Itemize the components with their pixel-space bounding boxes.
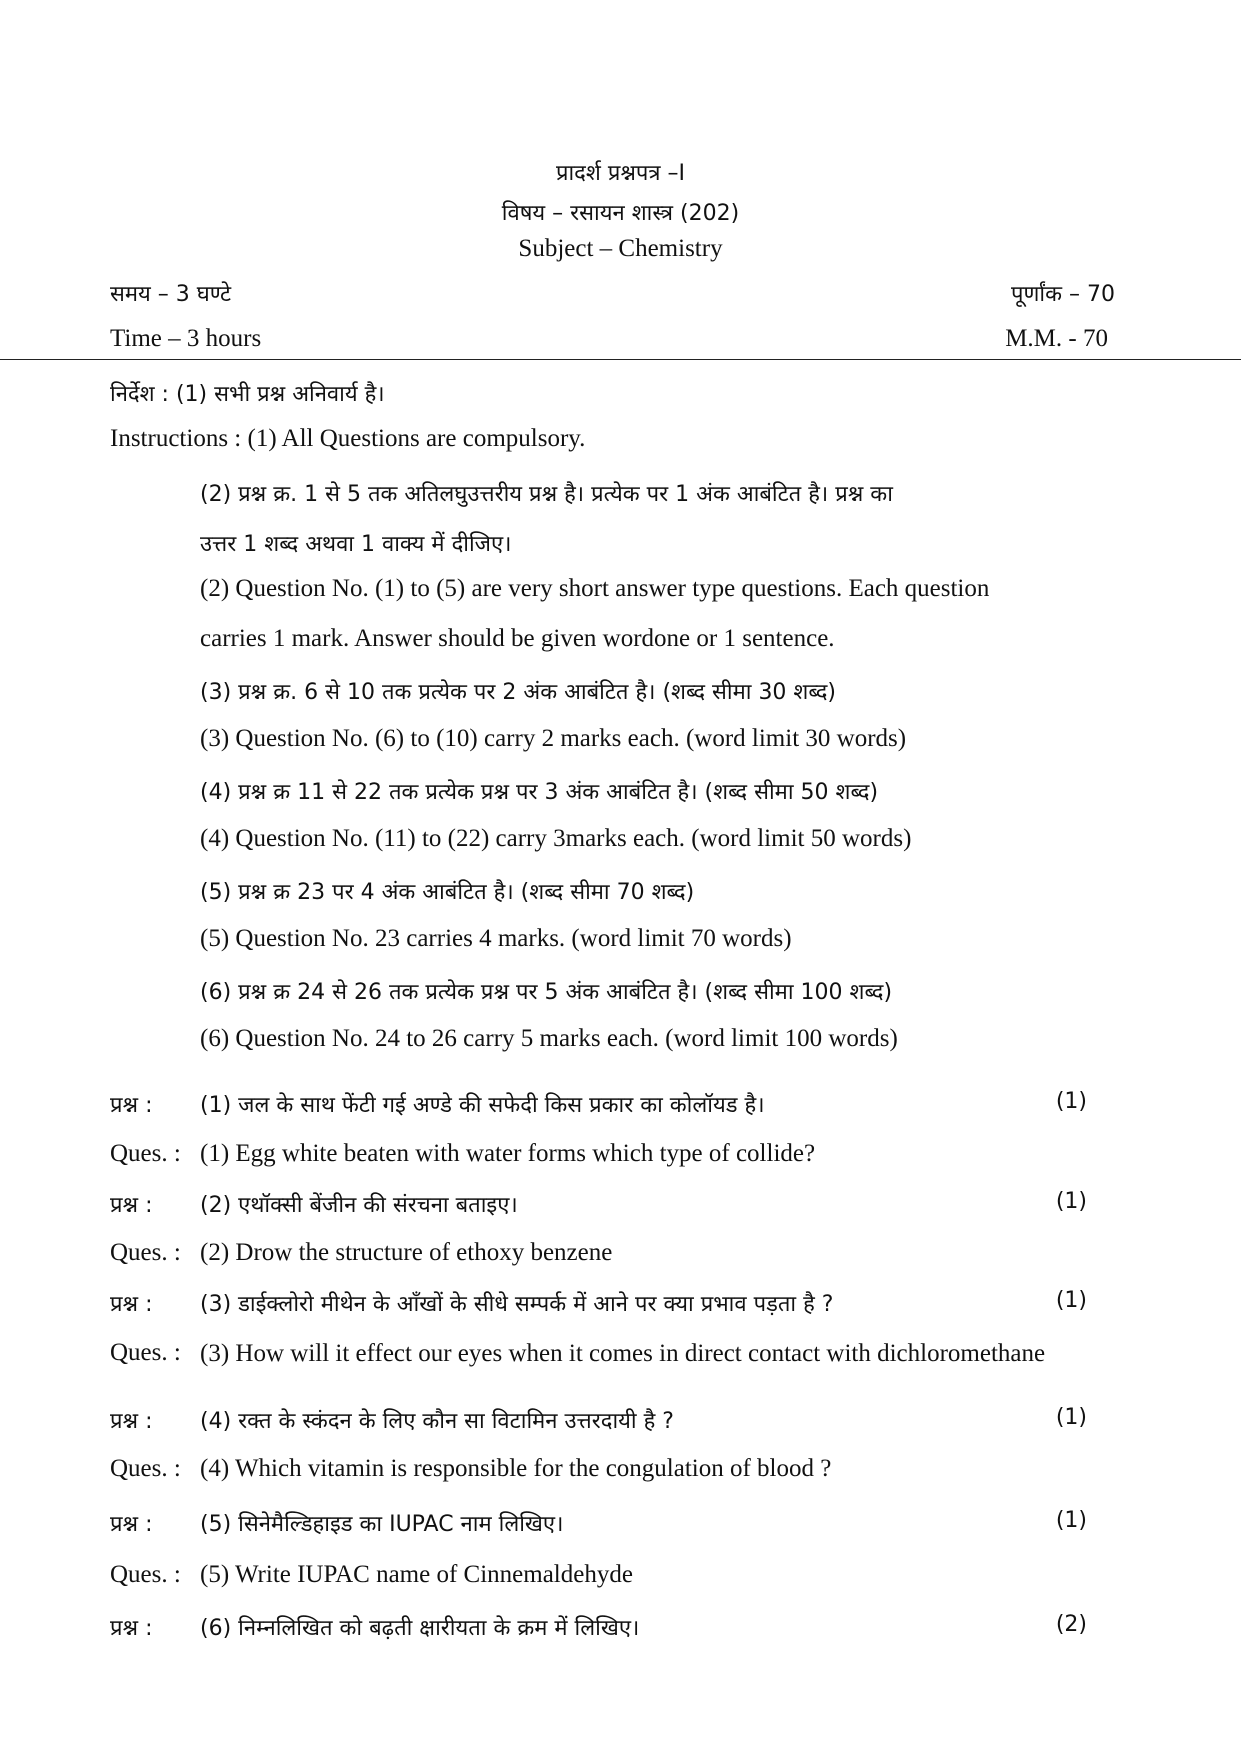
instruction-2-hindi-line2: उत्तर 1 शब्द अथवा 1 वाक्य में दीजिए।	[200, 532, 512, 557]
instruction-3-english: (3) Question No. (6) to (10) carry 2 marks each. (word limit 30 words)	[200, 725, 907, 752]
instruction-1-english: Instructions : (1) All Questions are compulsory.	[110, 425, 586, 452]
question-label-hindi: प्रश्न :	[110, 1093, 153, 1118]
instruction-6-hindi: (6) प्रश्न क्र 24 से 26 तक प्रत्येक प्रश्न पर 5 अंक आबंटित है। (शब्द सीमा 100 शब्द)	[200, 980, 893, 1005]
question-3-english: (3) How will it effect our eyes when it comes in direct contact with dichloromethane	[200, 1340, 1046, 1367]
question-label-english: Ques. :	[110, 1455, 181, 1482]
question-4-marks: (1)	[1055, 1405, 1087, 1430]
question-6-marks: (2)	[1055, 1612, 1087, 1637]
header-divider	[0, 359, 1241, 360]
instruction-2-english-line1: (2) Question No. (1) to (5) are very short answer type questions. Each question	[200, 575, 990, 602]
instruction-1-hindi: निर्देश : (1) सभी प्रश्न अनिवार्य है।	[110, 382, 385, 407]
question-1-marks: (1)	[1055, 1089, 1087, 1114]
instruction-4-english: (4) Question No. (11) to (22) carry 3marks each. (word limit 50 words)	[200, 825, 912, 852]
question-label-hindi: प्रश्न :	[110, 1292, 153, 1317]
question-label-hindi: प्रश्न :	[110, 1616, 153, 1641]
question-3-hindi: (3) डाईक्लोरो मीथेन के आँखों के सीधे सम्पर्क में आने पर क्या प्रभाव पड़ता है ?	[200, 1292, 834, 1317]
question-label-english: Ques. :	[110, 1140, 181, 1167]
subject-english: Subject – Chemistry	[518, 235, 723, 262]
question-4-hindi: (4) रक्त के स्कंदन के लिए कौन सा विटामिन उत्तरदायी है ?	[200, 1409, 674, 1434]
marks-hindi: पूर्णांक – 70	[1011, 282, 1115, 307]
question-5-english: (5) Write IUPAC name of Cinnemaldehyde	[200, 1561, 633, 1588]
instruction-6-english: (6) Question No. 24 to 26 carry 5 marks each. (word limit 100 words)	[200, 1025, 898, 1052]
instruction-2-english-line2: carries 1 mark. Answer should be given wordone or 1 sentence.	[200, 625, 835, 652]
question-3-marks: (1)	[1055, 1288, 1087, 1313]
instruction-2-hindi-line1: (2) प्रश्न क्र. 1 से 5 तक अतिलघुउत्तरीय प्रश्न है। प्रत्येक पर 1 अंक आबंटित है। प्रश्न का	[200, 482, 893, 507]
question-1-hindi: (1) जल के साथ फेंटी गई अण्डे की सफेदी किस प्रकार का कोलॉयड है।	[200, 1093, 765, 1118]
time-hindi: समय – 3 घण्टे	[110, 282, 232, 307]
question-5-hindi: (5) सिनेमैल्डिहाइड का IUPAC नाम लिखिए।	[200, 1512, 564, 1537]
instruction-4-hindi: (4) प्रश्न क्र 11 से 22 तक प्रत्येक प्रश्न पर 3 अंक आबंटित है। (शब्द सीमा 50 शब्द)	[200, 780, 879, 805]
instruction-5-hindi: (5) प्रश्न क्र 23 पर 4 अंक आबंटित है। (शब्द सीमा 70 शब्द)	[200, 880, 695, 905]
marks-english: M.M. - 70	[1005, 325, 1108, 352]
question-label-english: Ques. :	[110, 1339, 181, 1366]
instruction-5-english: (5) Question No. 23 carries 4 marks. (word limit 70 words)	[200, 925, 792, 952]
instruction-3-hindi: (3) प्रश्न क्र. 6 से 10 तक प्रत्येक पर 2 अंक आबंटित है। (शब्द सीमा 30 शब्द)	[200, 680, 836, 705]
paper-title: प्रादर्श प्रश्नपत्र –I	[555, 161, 686, 186]
question-2-english: (2) Drow the structure of ethoxy benzene	[200, 1239, 613, 1266]
question-label-hindi: प्रश्न :	[110, 1193, 153, 1218]
subject-hindi: विषय – रसायन शास्त्र (202)	[501, 201, 740, 226]
question-label-english: Ques. :	[110, 1561, 181, 1588]
question-label-english: Ques. :	[110, 1239, 181, 1266]
question-label-hindi: प्रश्न :	[110, 1512, 153, 1537]
question-6-hindi: (6) निम्नलिखित को बढ़ती क्षारीयता के क्रम में लिखिए।	[200, 1616, 640, 1641]
question-2-marks: (1)	[1055, 1189, 1087, 1214]
question-1-english: (1) Egg white beaten with water forms which type of collide?	[200, 1140, 816, 1167]
question-2-hindi: (2) एथॉक्सी बेंजीन की संरचना बताइए।	[200, 1193, 518, 1218]
question-4-english: (4) Which vitamin is responsible for the congulation of blood ?	[200, 1455, 832, 1482]
question-label-hindi: प्रश्न :	[110, 1409, 153, 1434]
question-5-marks: (1)	[1055, 1508, 1087, 1533]
time-english: Time – 3 hours	[110, 325, 262, 352]
